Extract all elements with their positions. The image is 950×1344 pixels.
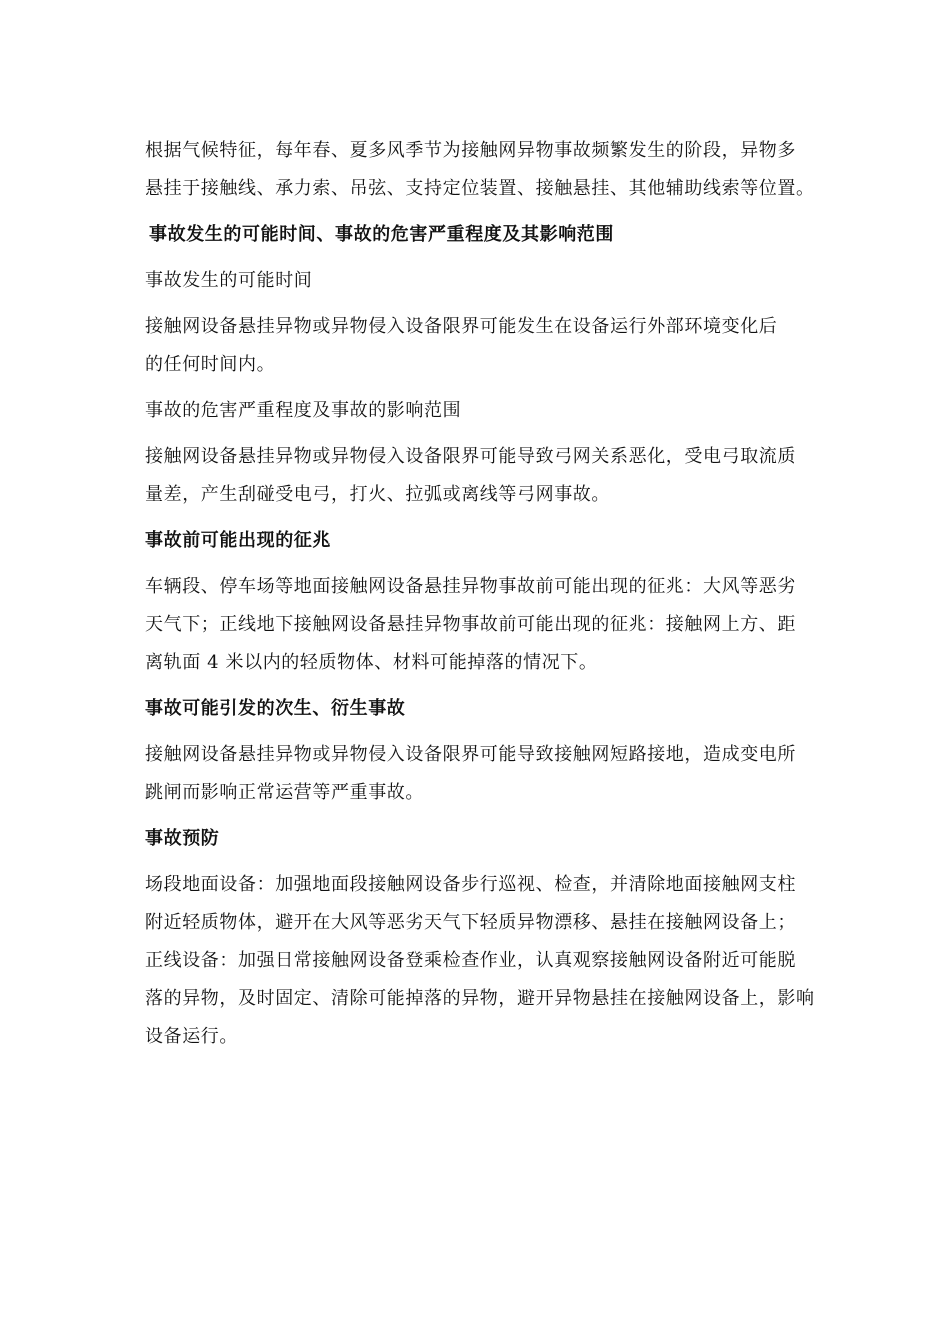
paragraph-secondary-accidents xyxy=(145,736,815,812)
text-line: 落的异物，及时固定、清除可能掉落的异物，避开异物悬挂在接触网设备上，影响 xyxy=(145,988,815,1009)
section-heading-time-severity: 事故发生的可能时间、事故的危害严重程度及其影响范围 xyxy=(149,224,614,245)
subheading-severity-scope: 事故的危害严重程度及事故的影响范围 xyxy=(145,400,462,421)
text-line: 接触网设备悬挂异物或异物侵入设备限界可能导致弓网关系恶化，受电弓取流质 xyxy=(145,446,796,467)
text-line: 天气下；正线地下接触网设备悬挂异物事故前可能出现的征兆：接触网上方、距 xyxy=(145,614,796,635)
section-heading-secondary-accidents: 事故可能引发的次生、衍生事故 xyxy=(145,698,406,719)
text-line: 接触网设备悬挂异物或异物侵入设备限界可能发生在设备运行外部环境变化后 xyxy=(145,316,778,337)
subheading-possible-time: 事故发生的可能时间 xyxy=(145,270,313,291)
paragraph-warning-signs xyxy=(145,568,815,682)
text-line: 跳闸而影响正常运营等严重事故。 xyxy=(145,782,424,803)
section-heading-warning-signs: 事故前可能出现的征兆 xyxy=(145,530,331,551)
paragraph-severity-scope xyxy=(145,438,815,514)
text-line: 悬挂于接触线、承力索、吊弦、支持定位装置、接触悬挂、其他辅助线索等位置。 xyxy=(145,178,815,199)
text-line: 接触网设备悬挂异物或异物侵入设备限界可能导致接触网短路接地，造成变电所 xyxy=(145,744,796,765)
paragraph-climate xyxy=(145,132,815,208)
paragraph-yard-equipment xyxy=(145,866,815,942)
text-line: 场段地面设备：加强地面段接触网设备步行巡视、检查，并清除地面接触网支柱 xyxy=(145,874,796,895)
text-line: 量差，产生刮碰受电弓，打火、拉弧或离线等弓网事故。 xyxy=(145,484,610,505)
text-line: 设备运行。 xyxy=(145,1026,238,1047)
text-line: 车辆段、停车场等地面接触网设备悬挂异物事故前可能出现的征兆：大风等恶劣 xyxy=(145,576,796,597)
text-line: 的任何时间内。 xyxy=(145,354,276,375)
text-line: 附近轻质物体，避开在大风等恶劣天气下轻质异物漂移、悬挂在接触网设备上； xyxy=(145,912,796,933)
paragraph-possible-time xyxy=(145,308,815,384)
section-heading-prevention: 事故预防 xyxy=(145,828,220,849)
text-line: 离轨面 4 米以内的轻质物体、材料可能掉落的情况下。 xyxy=(145,652,598,673)
paragraph-mainline-equipment xyxy=(145,942,815,1056)
text-line: 正线设备：加强日常接触网设备登乘检查作业，认真观察接触网设备附近可能脱 xyxy=(145,950,796,971)
text-line: 根据气候特征，每年春、夏多风季节为接触网异物事故频繁发生的阶段，异物多 xyxy=(145,140,796,161)
document-page xyxy=(145,132,815,1056)
